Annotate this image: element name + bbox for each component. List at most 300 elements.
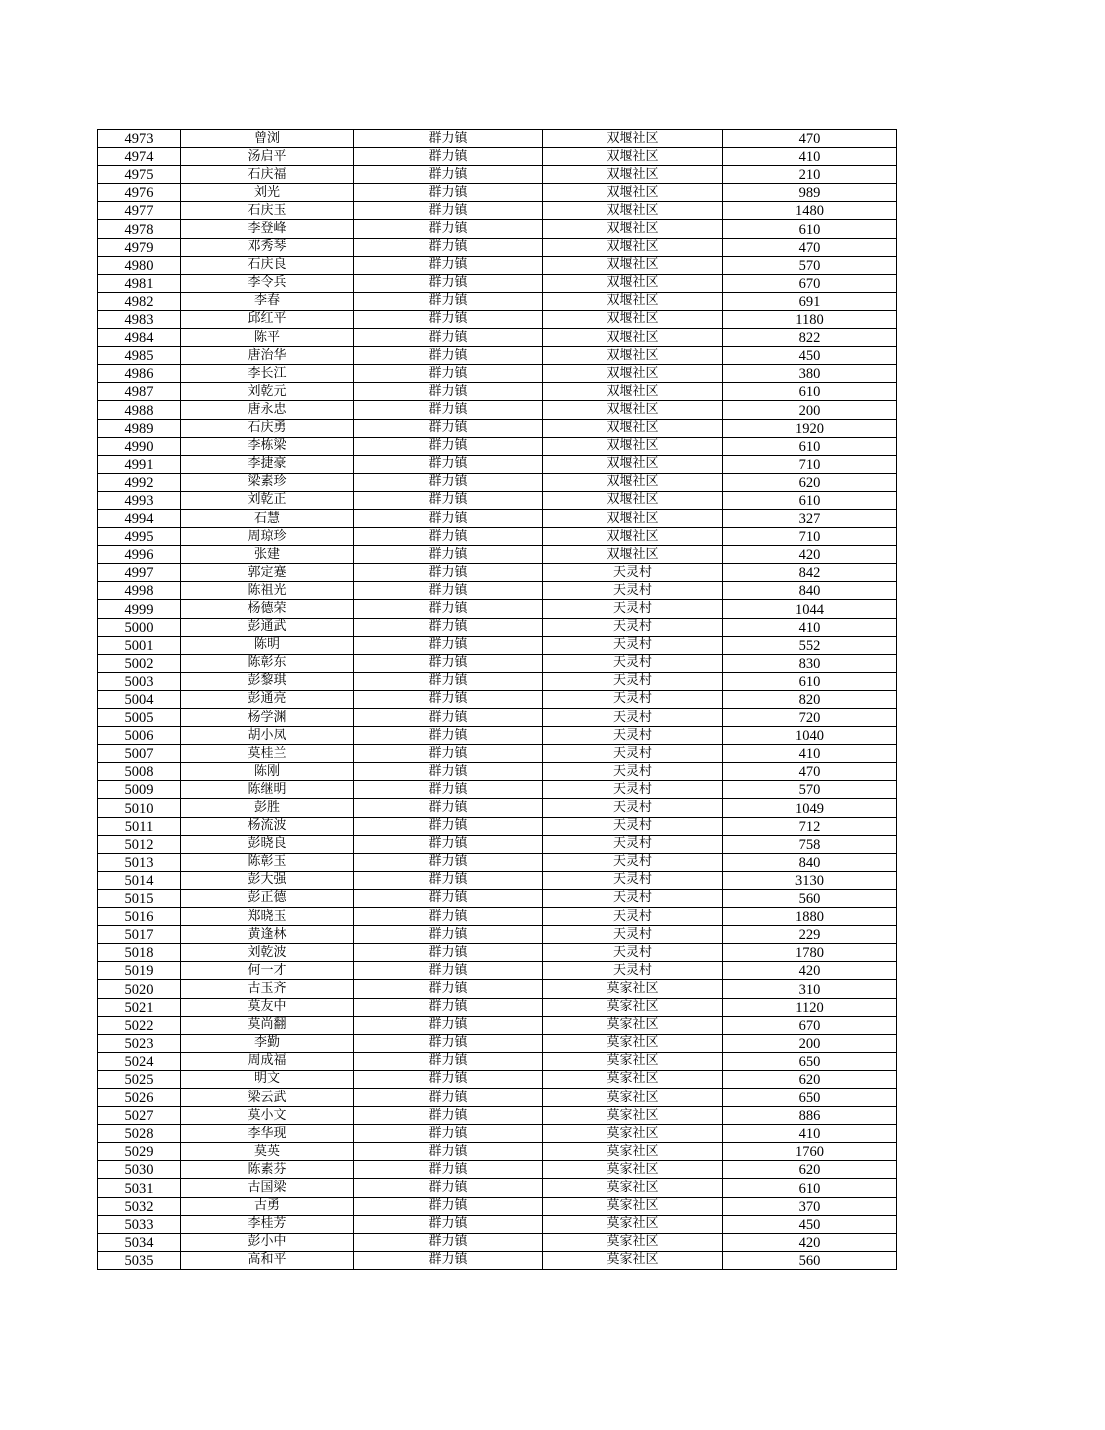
community-cell: 天灵村 (543, 817, 723, 835)
town-cell: 群力镇 (354, 238, 543, 256)
table-row (98, 274, 897, 292)
table-row (98, 889, 897, 907)
table-row (98, 1215, 897, 1233)
community-cell: 天灵村 (543, 618, 723, 636)
serial-number-cell: 4985 (98, 347, 181, 365)
name-cell: 黄逢林 (181, 926, 354, 944)
town-cell: 群力镇 (354, 564, 543, 582)
name-cell: 杨流波 (181, 817, 354, 835)
table-row (98, 329, 897, 347)
table-row (98, 926, 897, 944)
table-row (98, 1161, 897, 1179)
town-cell: 群力镇 (354, 1233, 543, 1251)
community-cell: 双堰社区 (543, 148, 723, 166)
community-cell: 莫家社区 (543, 1034, 723, 1052)
data-table (97, 129, 897, 1270)
community-cell: 双堰社区 (543, 455, 723, 473)
name-cell: 彭通亮 (181, 690, 354, 708)
name-cell: 彭胜 (181, 799, 354, 817)
amount-cell: 210 (723, 166, 897, 184)
name-cell: 陈彰玉 (181, 853, 354, 871)
serial-number-cell: 5025 (98, 1070, 181, 1088)
serial-number-cell: 4990 (98, 437, 181, 455)
community-cell: 莫家社区 (543, 1161, 723, 1179)
town-cell: 群力镇 (354, 1070, 543, 1088)
amount-cell: 1480 (723, 202, 897, 220)
amount-cell: 410 (723, 745, 897, 763)
amount-cell: 610 (723, 437, 897, 455)
town-cell: 群力镇 (354, 600, 543, 618)
community-cell: 天灵村 (543, 926, 723, 944)
amount-cell: 691 (723, 292, 897, 310)
amount-cell: 380 (723, 365, 897, 383)
serial-number-cell: 5013 (98, 853, 181, 871)
community-cell: 双堰社区 (543, 528, 723, 546)
amount-cell: 886 (723, 1107, 897, 1125)
town-cell: 群力镇 (354, 817, 543, 835)
town-cell: 群力镇 (354, 202, 543, 220)
amount-cell: 822 (723, 329, 897, 347)
community-cell: 双堰社区 (543, 437, 723, 455)
town-cell: 群力镇 (354, 672, 543, 690)
amount-cell: 410 (723, 618, 897, 636)
serial-number-cell: 4978 (98, 220, 181, 238)
community-cell: 天灵村 (543, 781, 723, 799)
serial-number-cell: 4991 (98, 455, 181, 473)
amount-cell: 842 (723, 564, 897, 582)
community-cell: 天灵村 (543, 944, 723, 962)
serial-number-cell: 5019 (98, 962, 181, 980)
serial-number-cell: 4980 (98, 256, 181, 274)
serial-number-cell: 5034 (98, 1233, 181, 1251)
amount-cell: 560 (723, 889, 897, 907)
amount-cell: 650 (723, 1088, 897, 1106)
town-cell: 群力镇 (354, 528, 543, 546)
town-cell: 群力镇 (354, 998, 543, 1016)
serial-number-cell: 4994 (98, 509, 181, 527)
table-row (98, 1179, 897, 1197)
community-cell: 天灵村 (543, 727, 723, 745)
name-cell: 石庆良 (181, 256, 354, 274)
town-cell: 群力镇 (354, 1251, 543, 1269)
amount-cell: 552 (723, 636, 897, 654)
table-row (98, 347, 897, 365)
table-row (98, 998, 897, 1016)
name-cell: 刘乾波 (181, 944, 354, 962)
town-cell: 群力镇 (354, 654, 543, 672)
community-cell: 天灵村 (543, 962, 723, 980)
amount-cell: 1920 (723, 419, 897, 437)
table-row (98, 618, 897, 636)
name-cell: 石庆玉 (181, 202, 354, 220)
name-cell: 李勤 (181, 1034, 354, 1052)
name-cell: 李春 (181, 292, 354, 310)
community-cell: 天灵村 (543, 853, 723, 871)
table-row (98, 672, 897, 690)
table-row (98, 600, 897, 618)
table-body (98, 130, 897, 1270)
town-cell: 群力镇 (354, 1107, 543, 1125)
name-cell: 高和平 (181, 1251, 354, 1269)
amount-cell: 3130 (723, 871, 897, 889)
community-cell: 双堰社区 (543, 365, 723, 383)
amount-cell: 200 (723, 401, 897, 419)
amount-cell: 370 (723, 1197, 897, 1215)
serial-number-cell: 5014 (98, 871, 181, 889)
community-cell: 双堰社区 (543, 509, 723, 527)
community-cell: 天灵村 (543, 672, 723, 690)
community-cell: 莫家社区 (543, 1233, 723, 1251)
serial-number-cell: 4979 (98, 238, 181, 256)
amount-cell: 670 (723, 1016, 897, 1034)
name-cell: 邱红平 (181, 310, 354, 328)
table-row (98, 853, 897, 871)
table-row (98, 781, 897, 799)
name-cell: 彭正德 (181, 889, 354, 907)
table-row (98, 437, 897, 455)
name-cell: 古国梁 (181, 1179, 354, 1197)
name-cell: 陈继明 (181, 781, 354, 799)
amount-cell: 1880 (723, 908, 897, 926)
serial-number-cell: 4982 (98, 292, 181, 310)
town-cell: 群力镇 (354, 274, 543, 292)
amount-cell: 470 (723, 130, 897, 148)
amount-cell: 1780 (723, 944, 897, 962)
town-cell: 群力镇 (354, 329, 543, 347)
town-cell: 群力镇 (354, 166, 543, 184)
name-cell: 汤启平 (181, 148, 354, 166)
serial-number-cell: 5020 (98, 980, 181, 998)
town-cell: 群力镇 (354, 184, 543, 202)
table-row (98, 184, 897, 202)
amount-cell: 1180 (723, 310, 897, 328)
table-row (98, 1107, 897, 1125)
table-row (98, 817, 897, 835)
community-cell: 天灵村 (543, 763, 723, 781)
table-row (98, 509, 897, 527)
town-cell: 群力镇 (354, 582, 543, 600)
town-cell: 群力镇 (354, 745, 543, 763)
town-cell: 群力镇 (354, 347, 543, 365)
community-cell: 莫家社区 (543, 998, 723, 1016)
table-row (98, 401, 897, 419)
table-row (98, 835, 897, 853)
community-cell: 天灵村 (543, 908, 723, 926)
community-cell: 莫家社区 (543, 1016, 723, 1034)
name-cell: 唐永忠 (181, 401, 354, 419)
town-cell: 群力镇 (354, 419, 543, 437)
serial-number-cell: 5030 (98, 1161, 181, 1179)
community-cell: 双堰社区 (543, 491, 723, 509)
name-cell: 陈素芬 (181, 1161, 354, 1179)
table-row (98, 491, 897, 509)
town-cell: 群力镇 (354, 401, 543, 419)
serial-number-cell: 5004 (98, 690, 181, 708)
name-cell: 莫小文 (181, 1107, 354, 1125)
amount-cell: 1120 (723, 998, 897, 1016)
name-cell: 古玉齐 (181, 980, 354, 998)
name-cell: 明文 (181, 1070, 354, 1088)
amount-cell: 200 (723, 1034, 897, 1052)
serial-number-cell: 5026 (98, 1088, 181, 1106)
table-row (98, 1034, 897, 1052)
town-cell: 群力镇 (354, 1034, 543, 1052)
community-cell: 天灵村 (543, 600, 723, 618)
amount-cell: 620 (723, 1161, 897, 1179)
serial-number-cell: 4997 (98, 564, 181, 582)
table-row (98, 745, 897, 763)
town-cell: 群力镇 (354, 256, 543, 274)
table-row (98, 564, 897, 582)
table-row (98, 1197, 897, 1215)
table-row (98, 908, 897, 926)
community-cell: 莫家社区 (543, 1088, 723, 1106)
community-cell: 双堰社区 (543, 383, 723, 401)
community-cell: 莫家社区 (543, 1143, 723, 1161)
amount-cell: 610 (723, 672, 897, 690)
town-cell: 群力镇 (354, 908, 543, 926)
table-row (98, 1016, 897, 1034)
amount-cell: 610 (723, 220, 897, 238)
town-cell: 群力镇 (354, 690, 543, 708)
name-cell: 陈刚 (181, 763, 354, 781)
community-cell: 莫家社区 (543, 1197, 723, 1215)
town-cell: 群力镇 (354, 853, 543, 871)
serial-number-cell: 5032 (98, 1197, 181, 1215)
serial-number-cell: 5015 (98, 889, 181, 907)
name-cell: 李栋梁 (181, 437, 354, 455)
town-cell: 群力镇 (354, 709, 543, 727)
serial-number-cell: 5018 (98, 944, 181, 962)
name-cell: 李令兵 (181, 274, 354, 292)
table-row (98, 1088, 897, 1106)
name-cell: 石庆福 (181, 166, 354, 184)
serial-number-cell: 5017 (98, 926, 181, 944)
name-cell: 陈彰东 (181, 654, 354, 672)
name-cell: 周成福 (181, 1052, 354, 1070)
table-row (98, 202, 897, 220)
table-row (98, 1143, 897, 1161)
serial-number-cell: 5033 (98, 1215, 181, 1233)
community-cell: 双堰社区 (543, 401, 723, 419)
community-cell: 天灵村 (543, 835, 723, 853)
name-cell: 唐治华 (181, 347, 354, 365)
table-row (98, 1052, 897, 1070)
community-cell: 双堰社区 (543, 292, 723, 310)
serial-number-cell: 4981 (98, 274, 181, 292)
name-cell: 莫尚翻 (181, 1016, 354, 1034)
community-cell: 天灵村 (543, 582, 723, 600)
name-cell: 梁素珍 (181, 473, 354, 491)
table-row (98, 944, 897, 962)
name-cell: 石慧 (181, 509, 354, 527)
community-cell: 双堰社区 (543, 473, 723, 491)
name-cell: 李桂芳 (181, 1215, 354, 1233)
serial-number-cell: 4993 (98, 491, 181, 509)
serial-number-cell: 5009 (98, 781, 181, 799)
town-cell: 群力镇 (354, 491, 543, 509)
community-cell: 双堰社区 (543, 166, 723, 184)
community-cell: 天灵村 (543, 564, 723, 582)
community-cell: 双堰社区 (543, 184, 723, 202)
table-row (98, 1233, 897, 1251)
amount-cell: 570 (723, 256, 897, 274)
table-row (98, 980, 897, 998)
table-row (98, 1125, 897, 1143)
amount-cell: 450 (723, 1215, 897, 1233)
amount-cell: 720 (723, 709, 897, 727)
name-cell: 刘乾正 (181, 491, 354, 509)
amount-cell: 670 (723, 274, 897, 292)
name-cell: 曾浏 (181, 130, 354, 148)
amount-cell: 410 (723, 1125, 897, 1143)
amount-cell: 840 (723, 582, 897, 600)
community-cell: 双堰社区 (543, 329, 723, 347)
table-row (98, 148, 897, 166)
town-cell: 群力镇 (354, 383, 543, 401)
town-cell: 群力镇 (354, 889, 543, 907)
community-cell: 天灵村 (543, 654, 723, 672)
town-cell: 群力镇 (354, 437, 543, 455)
amount-cell: 830 (723, 654, 897, 672)
serial-number-cell: 4988 (98, 401, 181, 419)
amount-cell: 470 (723, 763, 897, 781)
serial-number-cell: 5028 (98, 1125, 181, 1143)
name-cell: 莫友中 (181, 998, 354, 1016)
town-cell: 群力镇 (354, 980, 543, 998)
town-cell: 群力镇 (354, 546, 543, 564)
amount-cell: 840 (723, 853, 897, 871)
name-cell: 刘乾元 (181, 383, 354, 401)
community-cell: 天灵村 (543, 889, 723, 907)
serial-number-cell: 4975 (98, 166, 181, 184)
community-cell: 双堰社区 (543, 274, 723, 292)
table-row (98, 690, 897, 708)
town-cell: 群力镇 (354, 473, 543, 491)
table-row (98, 799, 897, 817)
name-cell: 彭大强 (181, 871, 354, 889)
name-cell: 李登峰 (181, 220, 354, 238)
table-row (98, 546, 897, 564)
table-row (98, 166, 897, 184)
community-cell: 双堰社区 (543, 130, 723, 148)
serial-number-cell: 5024 (98, 1052, 181, 1070)
serial-number-cell: 4999 (98, 600, 181, 618)
town-cell: 群力镇 (354, 1088, 543, 1106)
serial-number-cell: 5010 (98, 799, 181, 817)
table-row (98, 763, 897, 781)
name-cell: 李华现 (181, 1125, 354, 1143)
table-row (98, 238, 897, 256)
amount-cell: 560 (723, 1251, 897, 1269)
serial-number-cell: 5002 (98, 654, 181, 672)
name-cell: 古勇 (181, 1197, 354, 1215)
serial-number-cell: 4973 (98, 130, 181, 148)
name-cell: 莫英 (181, 1143, 354, 1161)
community-cell: 莫家社区 (543, 980, 723, 998)
serial-number-cell: 4983 (98, 310, 181, 328)
serial-number-cell: 4986 (98, 365, 181, 383)
table-row (98, 709, 897, 727)
table-row (98, 383, 897, 401)
serial-number-cell: 5005 (98, 709, 181, 727)
amount-cell: 610 (723, 383, 897, 401)
community-cell: 天灵村 (543, 745, 723, 763)
serial-number-cell: 4976 (98, 184, 181, 202)
amount-cell: 420 (723, 962, 897, 980)
amount-cell: 229 (723, 926, 897, 944)
table-row (98, 962, 897, 980)
serial-number-cell: 5029 (98, 1143, 181, 1161)
community-cell: 双堰社区 (543, 256, 723, 274)
name-cell: 邓秀琴 (181, 238, 354, 256)
amount-cell: 450 (723, 347, 897, 365)
community-cell: 双堰社区 (543, 347, 723, 365)
table-row (98, 636, 897, 654)
name-cell: 何一才 (181, 962, 354, 980)
town-cell: 群力镇 (354, 365, 543, 383)
name-cell: 杨学渊 (181, 709, 354, 727)
town-cell: 群力镇 (354, 220, 543, 238)
community-cell: 莫家社区 (543, 1125, 723, 1143)
serial-number-cell: 5035 (98, 1251, 181, 1269)
serial-number-cell: 4989 (98, 419, 181, 437)
town-cell: 群力镇 (354, 1197, 543, 1215)
table-row (98, 1070, 897, 1088)
town-cell: 群力镇 (354, 944, 543, 962)
table-row (98, 310, 897, 328)
town-cell: 群力镇 (354, 926, 543, 944)
serial-number-cell: 5006 (98, 727, 181, 745)
amount-cell: 410 (723, 148, 897, 166)
community-cell: 莫家社区 (543, 1251, 723, 1269)
amount-cell: 710 (723, 455, 897, 473)
community-cell: 莫家社区 (543, 1215, 723, 1233)
amount-cell: 650 (723, 1052, 897, 1070)
amount-cell: 620 (723, 473, 897, 491)
amount-cell: 610 (723, 1179, 897, 1197)
amount-cell: 610 (723, 491, 897, 509)
serial-number-cell: 5003 (98, 672, 181, 690)
town-cell: 群力镇 (354, 727, 543, 745)
table-row (98, 528, 897, 546)
town-cell: 群力镇 (354, 1161, 543, 1179)
table-row (98, 220, 897, 238)
name-cell: 胡小凤 (181, 727, 354, 745)
spreadsheet-page (97, 129, 896, 1270)
serial-number-cell: 5031 (98, 1179, 181, 1197)
community-cell: 双堰社区 (543, 220, 723, 238)
amount-cell: 989 (723, 184, 897, 202)
town-cell: 群力镇 (354, 130, 543, 148)
name-cell: 陈平 (181, 329, 354, 347)
town-cell: 群力镇 (354, 1215, 543, 1233)
serial-number-cell: 5022 (98, 1016, 181, 1034)
town-cell: 群力镇 (354, 835, 543, 853)
town-cell: 群力镇 (354, 292, 543, 310)
table-row (98, 419, 897, 437)
table-row (98, 292, 897, 310)
town-cell: 群力镇 (354, 310, 543, 328)
community-cell: 天灵村 (543, 709, 723, 727)
name-cell: 梁云武 (181, 1088, 354, 1106)
community-cell: 天灵村 (543, 871, 723, 889)
serial-number-cell: 5008 (98, 763, 181, 781)
name-cell: 石庆勇 (181, 419, 354, 437)
town-cell: 群力镇 (354, 799, 543, 817)
community-cell: 双堰社区 (543, 202, 723, 220)
serial-number-cell: 5007 (98, 745, 181, 763)
